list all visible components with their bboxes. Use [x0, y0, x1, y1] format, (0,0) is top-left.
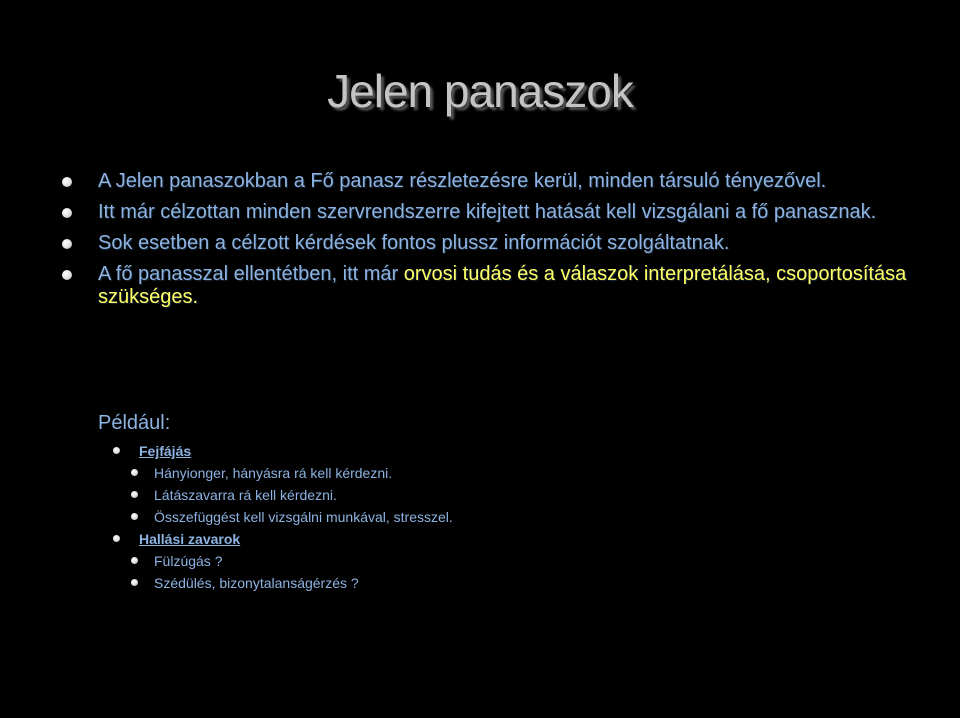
example-list [112, 440, 812, 594]
symptom-text: Összefüggést kell vizsgálni munkával, stresszel. [154, 509, 453, 525]
bullet-dot-icon [62, 239, 72, 249]
symptom-item [112, 550, 812, 572]
sub-bullet-dot-icon [131, 557, 138, 564]
sub-bullet-dot-icon [113, 535, 120, 542]
symptom-text: Fülzúgás ? [154, 553, 223, 569]
bullet-text: A Jelen panaszokban a Fő panasz részletezésre kerül, minden társuló tényezővel. [98, 170, 827, 192]
sub-bullet-dot-icon [131, 579, 138, 586]
bullet-text: Itt már célzottan minden szervrendszerre kifejtett hatását kell vizsgálani a fő panasznak. [98, 201, 877, 223]
bullet-dot-icon [62, 177, 72, 187]
symptom-list [112, 550, 812, 594]
bullet-item [62, 170, 922, 193]
bullet-item [62, 232, 922, 255]
bullet-item [62, 263, 922, 309]
sub-bullet-dot-icon [131, 513, 138, 520]
sub-bullet-dot-icon [113, 447, 120, 454]
bullet-text: A fő panasszal ellentétben, itt már [98, 263, 404, 285]
bullet-text: Sok esetben a célzott kérdések fontos plussz információt szolgáltatnak. [98, 232, 730, 254]
sub-bullet-dot-icon [131, 469, 138, 476]
symptom-item [112, 572, 812, 594]
group-items [112, 550, 812, 594]
slide-title: Jelen panaszok [327, 65, 633, 117]
sub-bullet-dot-icon [131, 491, 138, 498]
bullet-dot-icon [62, 270, 72, 280]
group-item [112, 440, 812, 462]
bullet-dot-icon [62, 208, 72, 218]
group-label: Hallási zavarok [139, 531, 241, 547]
example-heading: Például: [98, 412, 171, 434]
bullet-highlight-text: orvosi tudás és a válaszok interpretálása, csoportosítása szükséges. [98, 263, 907, 308]
group-label: Fejfájás [139, 443, 192, 459]
bullet-list [62, 170, 922, 317]
group-items [112, 462, 812, 528]
group-item [112, 528, 812, 550]
symptom-text: Szédülés, bizonytalanságérzés ? [154, 575, 359, 591]
bullet-item [62, 201, 922, 224]
symptom-item [112, 484, 812, 506]
symptom-item [112, 506, 812, 528]
symptom-list [112, 462, 812, 528]
symptom-text: Hányionger, hányásra rá kell kérdezni. [154, 465, 393, 481]
symptom-item [112, 462, 812, 484]
symptom-text: Látászavarra rá kell kérdezni. [154, 487, 337, 503]
